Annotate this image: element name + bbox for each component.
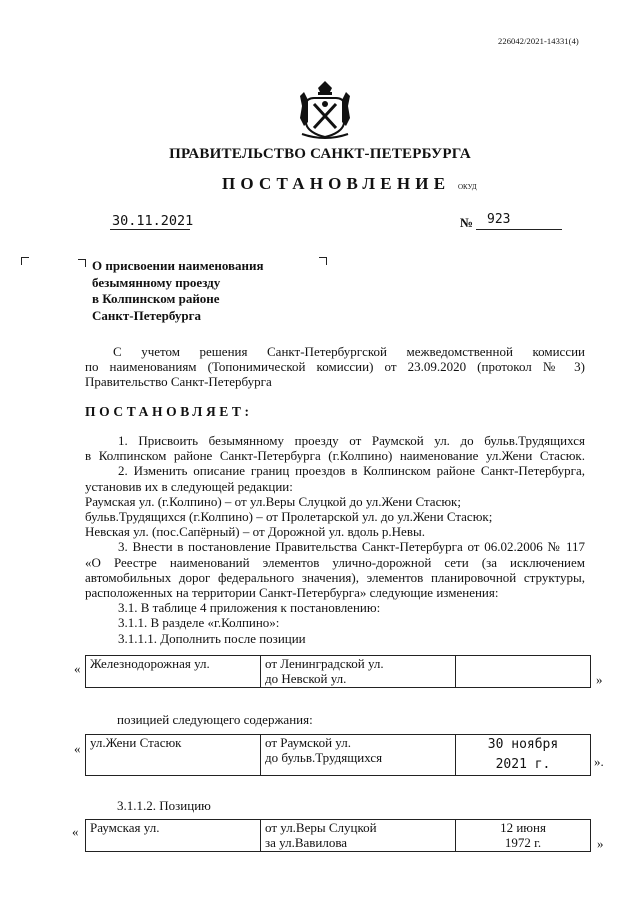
document-registration-number: 226042/2021-14331(4) <box>498 36 579 46</box>
number-sign: № <box>460 215 474 230</box>
decree-heading: ПОСТАНОВЛЯЕТ: <box>85 404 253 419</box>
corner-mark <box>78 259 86 267</box>
bounds-line: до бульв.Трудящихся <box>265 750 383 765</box>
date-cell <box>456 735 591 776</box>
body-line: установив их в следующей редакции: <box>85 478 293 494</box>
date-line: 1972 г. <box>504 835 542 850</box>
date-line: 12 июня <box>500 820 546 835</box>
subject-line: Санкт-Петербурга <box>92 307 201 323</box>
caption-following-content: позицией следующего содержания: <box>117 712 313 727</box>
body-line: бульв.Трудящихся (г.Колпино) – от Пролетарской ул. до ул.Жени Стасюк; <box>85 509 493 525</box>
register-table-1 <box>85 655 591 688</box>
table1-close-quote: » <box>596 672 603 687</box>
bounds-line: от Раумской ул. <box>265 735 351 750</box>
preamble-line: Правительство Санкт-Петербурга <box>85 374 272 390</box>
register-table-3 <box>85 819 591 852</box>
body-line: Раумская ул. (г.Колпино) – от ул.Веры Слуцкой до ул.Жени Стасюк; <box>85 493 461 509</box>
body-line: 3.1.1.1. Дополнить после позиции <box>118 630 306 646</box>
body-line: автомобильных дорог федерального значения), элементов планировочной структуры, <box>85 569 585 585</box>
body-line: расположенных на территории Санкт-Петербурга» следующие изменения: <box>85 585 499 601</box>
okud-label: ОКУД <box>458 183 477 191</box>
decree-body <box>85 433 585 646</box>
corner-mark <box>21 257 29 265</box>
subject-line: безымянному проезду <box>92 274 221 290</box>
table2-open-quote: « <box>74 741 81 756</box>
table1-open-quote: « <box>74 661 81 676</box>
date-cell <box>456 656 591 688</box>
caption-position: 3.1.1.2. Позицию <box>117 798 211 813</box>
preamble <box>85 344 585 390</box>
street-bounds-cell <box>261 656 456 688</box>
table2-close-quote: ». <box>594 754 604 769</box>
body-line: в Колпинском районе Санкт-Петербурга (г.Колпино) наименование ул.Жени Стасюк. <box>85 448 585 464</box>
subject-block <box>92 258 264 324</box>
date-line: 30 ноября <box>487 737 559 752</box>
bounds-line: до Невской ул. <box>265 671 347 686</box>
document-number: 923 <box>487 212 511 227</box>
table3-open-quote: « <box>72 824 79 839</box>
government-heading: ПРАВИТЕЛЬСТВО САНКТ-ПЕТЕРБУРГА <box>169 146 471 162</box>
corner-mark <box>319 257 327 265</box>
table3-close-quote: » <box>597 836 604 851</box>
street-bounds-cell <box>261 735 456 776</box>
subject-line: в Колпинском районе <box>92 291 220 306</box>
preamble-line: по наименованиям (Топонимической комиссии) от 23.09.2020 (протокол № 3) <box>85 359 585 375</box>
body-line: «О Реестре наименований элементов улично-дорожной сети (за исключением <box>85 554 585 570</box>
date-line: 2021 г. <box>495 757 551 772</box>
body-line: 3.1.1. В разделе «г.Колпино»: <box>118 615 280 631</box>
bounds-line: за ул.Вавилова <box>265 835 348 850</box>
date-underline <box>110 229 190 230</box>
street-name-cell: Раумская ул. <box>86 820 261 852</box>
document-title: ПОСТАНОВЛЕНИЕ <box>222 174 451 193</box>
register-table-2 <box>85 734 591 776</box>
bounds-line: от ул.Веры Слуцкой <box>265 820 377 835</box>
subject-line: О присвоении наименования <box>92 258 264 273</box>
body-line: Невская ул. (пос.Сапёрный) – от Дорожной ул. вдоль р.Невы. <box>85 524 425 540</box>
body-line: 1. Присвоить безымянному проезду от Раумской ул. до бульв.Трудящихся <box>118 433 585 448</box>
date-cell <box>456 820 591 852</box>
preamble-line: С учетом решения Санкт-Петербургской межведомственной комиссии <box>113 344 585 359</box>
number-underline <box>476 229 562 230</box>
bounds-line: от Ленинградской ул. <box>265 656 384 671</box>
street-name-cell: Железнодорожная ул. <box>86 656 261 688</box>
document-date: 30.11.2021 <box>112 213 194 229</box>
street-name-cell: ул.Жени Стасюк <box>86 735 261 776</box>
body-line: 3.1. В таблице 4 приложения к постановлению: <box>118 600 381 616</box>
body-line: 2. Изменить описание границ проездов в Колпинском районе Санкт-Петербурга, <box>118 463 585 479</box>
coat-of-arms-icon <box>296 78 354 140</box>
street-bounds-cell <box>261 820 456 852</box>
body-line: 3. Внести в постановление Правительства Санкт-Петербурга от 06.02.2006 № 117 <box>118 539 585 555</box>
